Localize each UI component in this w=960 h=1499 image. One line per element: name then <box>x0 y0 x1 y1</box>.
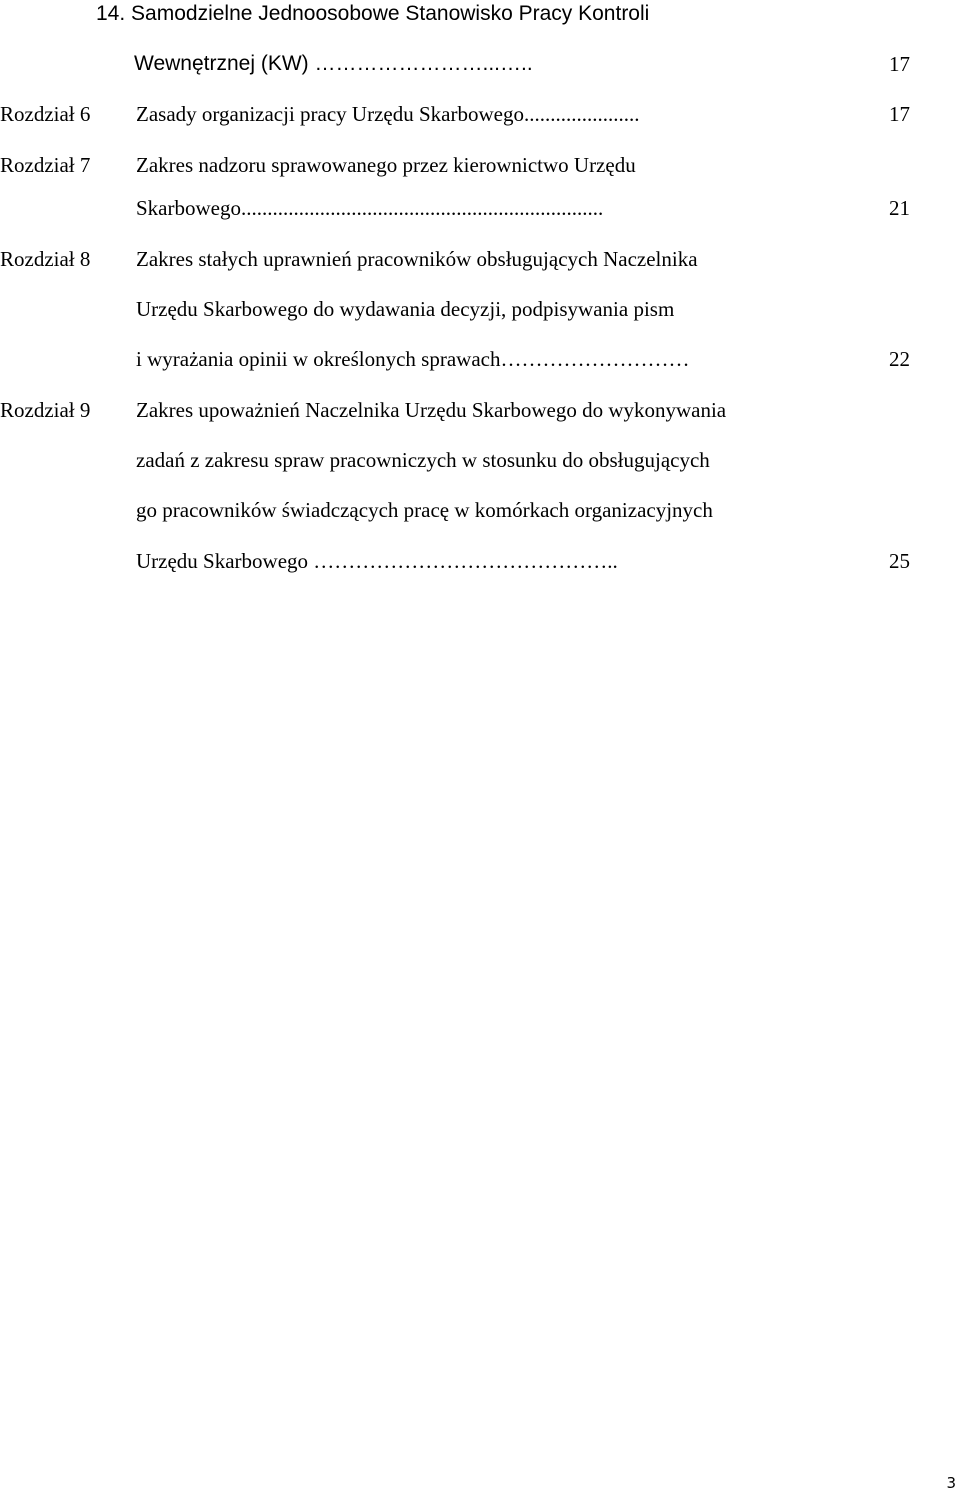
chapter-title-line1: Zakres stałych uprawnień pracowników obsługujących Naczelnika <box>136 247 698 271</box>
chapter-title-line1: Zakres upoważnień Naczelnika Urzędu Skarbowego do wykonywania <box>136 398 727 422</box>
chapter-title-line4 <box>136 549 618 573</box>
chapter-title <box>136 102 639 126</box>
toc-page-number: 17 <box>889 52 910 76</box>
chapter-title-line2: Urzędu Skarbowego do wydawania decyzji, podpisywania pism <box>136 297 675 321</box>
chapter-label: Rozdział 6 <box>0 102 91 126</box>
toc-leader-dots: ..................................................................... <box>240 196 604 220</box>
chapter-title-line1: Zakres nadzoru sprawowanego przez kierownictwo Urzędu <box>136 153 636 177</box>
toc-item-14-line1: 14. Samodzielne Jednoosobowe Stanowisko Pracy Kontroli <box>96 2 650 25</box>
toc-page-number: 21 <box>889 196 910 220</box>
chapter-title-text: Skarbowego <box>136 196 241 220</box>
toc-leader-dots: ...................... <box>523 102 640 126</box>
toc-leader-dots: ……………………...….. <box>308 52 533 75</box>
page-number-footer: 3 <box>946 1474 956 1492</box>
chapter-title-line2 <box>136 196 603 220</box>
toc-item-14-title-cont: Wewnętrznej (KW) <box>134 52 309 75</box>
chapter-title-line2: zadań z zakresu spraw pracowniczych w stosunku do obsługujących <box>136 448 710 472</box>
chapter-label: Rozdział 7 <box>0 153 91 177</box>
toc-page-number: 25 <box>889 549 910 573</box>
toc-leader-dots: …………………………………….. <box>308 549 618 573</box>
chapter-label: Rozdział 8 <box>0 247 91 271</box>
toc-page-number: 17 <box>889 102 910 126</box>
chapter-title-line3: go pracowników świadczących pracę w komórkach organizacyjnych <box>136 498 713 522</box>
chapter-title-text: Zasady organizacji pracy Urzędu Skarbowego <box>136 102 524 126</box>
toc-item-14-line2 <box>134 52 533 76</box>
chapter-label: Rozdział 9 <box>0 398 91 422</box>
toc-leader-dots: ……………………… <box>500 347 690 371</box>
toc-page-number: 22 <box>889 347 910 371</box>
chapter-title-text: i wyrażania opinii w określonych sprawach <box>136 347 501 371</box>
chapter-title-line3 <box>136 347 689 371</box>
chapter-title-text: Urzędu Skarbowego <box>136 549 309 573</box>
